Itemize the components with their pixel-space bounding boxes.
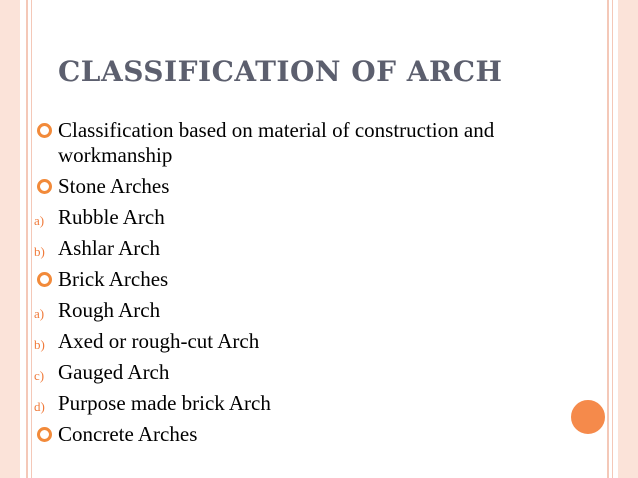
orange-circle-decoration — [569, 398, 607, 436]
left-decorative-line — [26, 0, 28, 478]
classification-list — [34, 118, 554, 453]
list-item — [34, 360, 554, 385]
slide-title: CLASSIFICATION OF ARCH — [58, 55, 503, 88]
letter-marker: a) — [34, 306, 45, 321]
list-marker — [34, 391, 56, 416]
list-item-text: Ashlar Arch — [58, 236, 161, 260]
left-decorative-line — [31, 0, 32, 478]
circle-bullet-icon — [37, 123, 52, 138]
list-marker — [34, 118, 56, 143]
list-marker — [34, 236, 56, 261]
list-item-text: Rubble Arch — [58, 205, 165, 229]
circle-bullet-icon — [37, 272, 52, 287]
list-item — [34, 329, 554, 354]
right-decorative-line — [612, 0, 613, 478]
list-marker — [34, 329, 56, 354]
list-item — [34, 422, 554, 447]
list-item — [34, 174, 554, 199]
list-item — [34, 391, 554, 416]
list-item-text: Axed or rough-cut Arch — [58, 329, 260, 353]
list-item-text: Brick Arches — [58, 267, 169, 291]
list-item-text: Concrete Arches — [58, 422, 198, 446]
letter-marker: a) — [34, 213, 45, 228]
list-marker — [34, 205, 56, 230]
list-item-text: Gauged Arch — [58, 360, 170, 384]
letter-marker: b) — [34, 244, 45, 259]
list-item-text: Rough Arch — [58, 298, 161, 322]
list-marker — [34, 422, 56, 447]
list-marker — [34, 174, 56, 199]
circle-bullet-icon — [37, 427, 52, 442]
list-item — [34, 267, 554, 292]
letter-marker: d) — [34, 399, 45, 414]
right-decorative-stripe — [618, 0, 638, 478]
list-item — [34, 298, 554, 323]
letter-marker: b) — [34, 337, 45, 352]
list-item-text: Purpose made brick Arch — [58, 391, 271, 415]
list-item-text: Classification based on material of construction and workmanship — [58, 118, 495, 167]
list-item — [34, 118, 554, 168]
list-item — [34, 205, 554, 230]
list-marker — [34, 267, 56, 292]
list-item-text: Stone Arches — [58, 174, 170, 198]
list-marker — [34, 360, 56, 385]
circle-bullet-icon — [37, 179, 52, 194]
right-decorative-line — [607, 0, 609, 478]
letter-marker: c) — [34, 368, 45, 383]
left-decorative-stripe — [0, 0, 20, 478]
list-marker — [34, 298, 56, 323]
list-item — [34, 236, 554, 261]
